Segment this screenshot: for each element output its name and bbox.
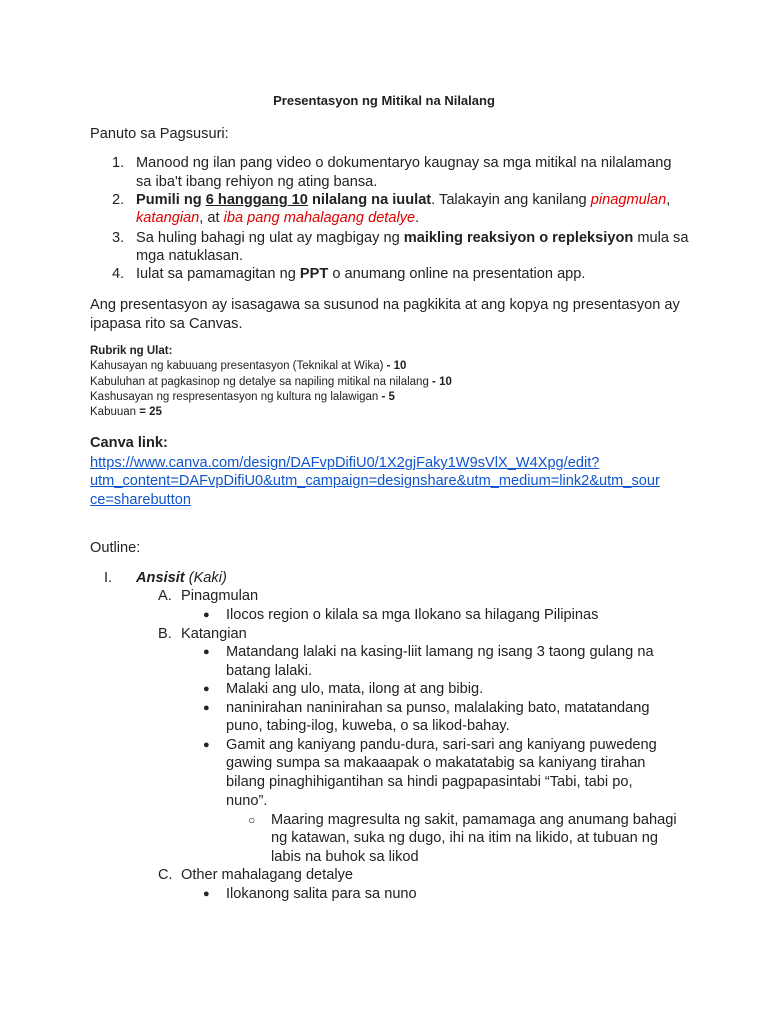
- bullet-text: naninirahan naninirahan sa punso, malalaking bato, matatandang: [226, 700, 650, 716]
- bullet-icon: ●: [203, 609, 210, 621]
- rubric-criterion: Kahusayan ng kabuuang presentasyon (Teknikal at Wika): [90, 360, 384, 372]
- creature-alias: (Kaki): [184, 570, 227, 586]
- list-item-text: Manood ng ilan pang video o dokumentaryo kaugnay sa mga mitikal na nilalamang: [136, 155, 672, 171]
- plain-text: , at: [199, 210, 224, 226]
- subsection-label: Other mahalagang detalye: [181, 867, 353, 883]
- list-item-text: mga natuklasan.: [136, 248, 244, 264]
- rubric-score: - 5: [378, 391, 395, 403]
- highlight-text: pinagmulan: [590, 192, 667, 208]
- subsection-label: Katangian: [181, 626, 247, 642]
- list-item-text: [136, 209, 419, 227]
- paragraph-line: ipapasa rito sa Canvas.: [90, 316, 243, 332]
- bold-text: nilalang na iuulat: [307, 192, 432, 208]
- bullet-text: Matandang lalaki na kasing-liit lamang ng isang 3 taong gulang na: [226, 644, 654, 660]
- bold-text: PPT: [299, 266, 329, 282]
- sub-bullet-text: labis na buhok sa likod: [271, 849, 419, 865]
- rubric-score: - 10: [383, 360, 407, 372]
- plain-text: Iulat sa pamamagitan ng: [136, 266, 300, 282]
- roman-numeral: I.: [104, 570, 113, 586]
- list-item-text: [136, 191, 670, 209]
- letter-marker: A.: [158, 588, 172, 604]
- sub-bullet-text: ng katawan, suka ng dugo, ihi na itim na likido, at tubuan ng: [271, 830, 658, 846]
- letter-marker: C.: [158, 867, 173, 883]
- list-number: 2.: [112, 192, 125, 208]
- rubric-row: [90, 359, 406, 374]
- bullet-icon: ●: [203, 739, 210, 751]
- plain-text: o anumang online na presentation app.: [328, 266, 586, 282]
- bullet-text: nuno”.: [226, 793, 268, 809]
- bullet-icon: ●: [203, 646, 210, 658]
- highlight-text: katangian: [136, 210, 200, 226]
- plain-text: .: [415, 210, 420, 226]
- list-number: 3.: [112, 230, 125, 246]
- creature-name: Ansisit: [136, 570, 185, 586]
- bullet-text: gawing sumpa sa makaaapak o makatatabig sa kaniyang tirahan: [226, 755, 646, 771]
- rubric-score: = 25: [139, 406, 162, 418]
- bullet-text: Ilokanong salita para sa nuno: [226, 886, 417, 902]
- hollow-bullet-icon: ○: [248, 813, 256, 827]
- rubric-criterion: Kabuluhan at pagkasinop ng detalye sa napiling mitikal na nilalang: [90, 376, 429, 388]
- underlined-text: 6 hanggang 10: [205, 192, 308, 208]
- rubric-row: [90, 405, 162, 420]
- list-item-text: [136, 265, 585, 283]
- document-title: Presentasyon ng Mitikal na Nilalang: [273, 93, 495, 108]
- plain-text: mula sa: [633, 230, 689, 246]
- canva-link[interactable]: ce=sharebutton: [90, 492, 192, 508]
- rubric-criterion: Kashusayan ng respresentasyon ng kultura ng lalawigan: [90, 391, 379, 403]
- bullet-text: Ilocos region o kilala sa mga Ilokano sa hilagang Pilipinas: [226, 607, 599, 623]
- bullet-text: bilang pinaghihigantihan sa hindi pagpapasintabi “Tabi, tabi po,: [226, 774, 633, 790]
- plain-text: . Talakayin ang kanilang: [431, 192, 591, 208]
- plain-text: ,: [666, 192, 671, 208]
- bullet-text: puno, tabing-ilog, kuweba, o sa likod-bahay.: [226, 718, 510, 734]
- list-number: 4.: [112, 266, 125, 282]
- canva-link[interactable]: https://www.canva.com/design/DAFvpDifiU0/1X2gjFaky1W9sVlX_W4Xpg/edit?: [90, 455, 600, 471]
- bold-text: Pumili ng: [136, 192, 206, 208]
- bullet-icon: ●: [203, 888, 210, 900]
- bold-text: maikling reaksiyon o repleksiyon: [403, 230, 634, 246]
- outline-heading: Outline:: [90, 540, 141, 556]
- list-number: 1.: [112, 155, 125, 171]
- sub-bullet-text: Maaring magresulta ng sakit, pamamaga ang anumang bahagi: [271, 812, 677, 828]
- paragraph-line: Ang presentasyon ay isasagawa sa susunod na pagkikita at ang kopya ng presentasyon ay: [90, 297, 680, 313]
- rubric-score: - 10: [428, 376, 452, 388]
- bullet-text: Gamit ang kaniyang pandu-dura, sari-sari ang kaniyang puwedeng: [226, 737, 657, 753]
- letter-marker: B.: [158, 626, 172, 642]
- list-item-text: [136, 229, 688, 247]
- rubric-row: [90, 390, 395, 405]
- list-item-text: sa iba't ibang rehiyon ng ating bansa.: [136, 174, 378, 190]
- bullet-icon: ●: [203, 702, 210, 714]
- canva-link[interactable]: utm_content=DAFvpDifiU0&utm_campaign=designshare&utm_medium=link2&utm_sour: [90, 473, 660, 489]
- instructions-heading: Panuto sa Pagsusuri:: [90, 126, 229, 142]
- subsection-label: Pinagmulan: [181, 588, 259, 604]
- outline-section-title: [136, 569, 227, 587]
- rubric-row: [90, 375, 452, 390]
- plain-text: Sa huling bahagi ng ulat ay magbigay ng: [136, 230, 404, 246]
- rubric-heading: Rubrik ng Ulat:: [90, 345, 173, 357]
- bullet-text: batang lalaki.: [226, 663, 313, 679]
- bullet-text: Malaki ang ulo, mata, ilong at ang bibig.: [226, 681, 484, 697]
- canva-link-label: Canva link:: [90, 435, 168, 451]
- rubric-criterion: Kabuuan: [90, 406, 140, 418]
- bullet-icon: ●: [203, 683, 210, 695]
- highlight-text: iba pang mahalagang detalye: [223, 210, 416, 226]
